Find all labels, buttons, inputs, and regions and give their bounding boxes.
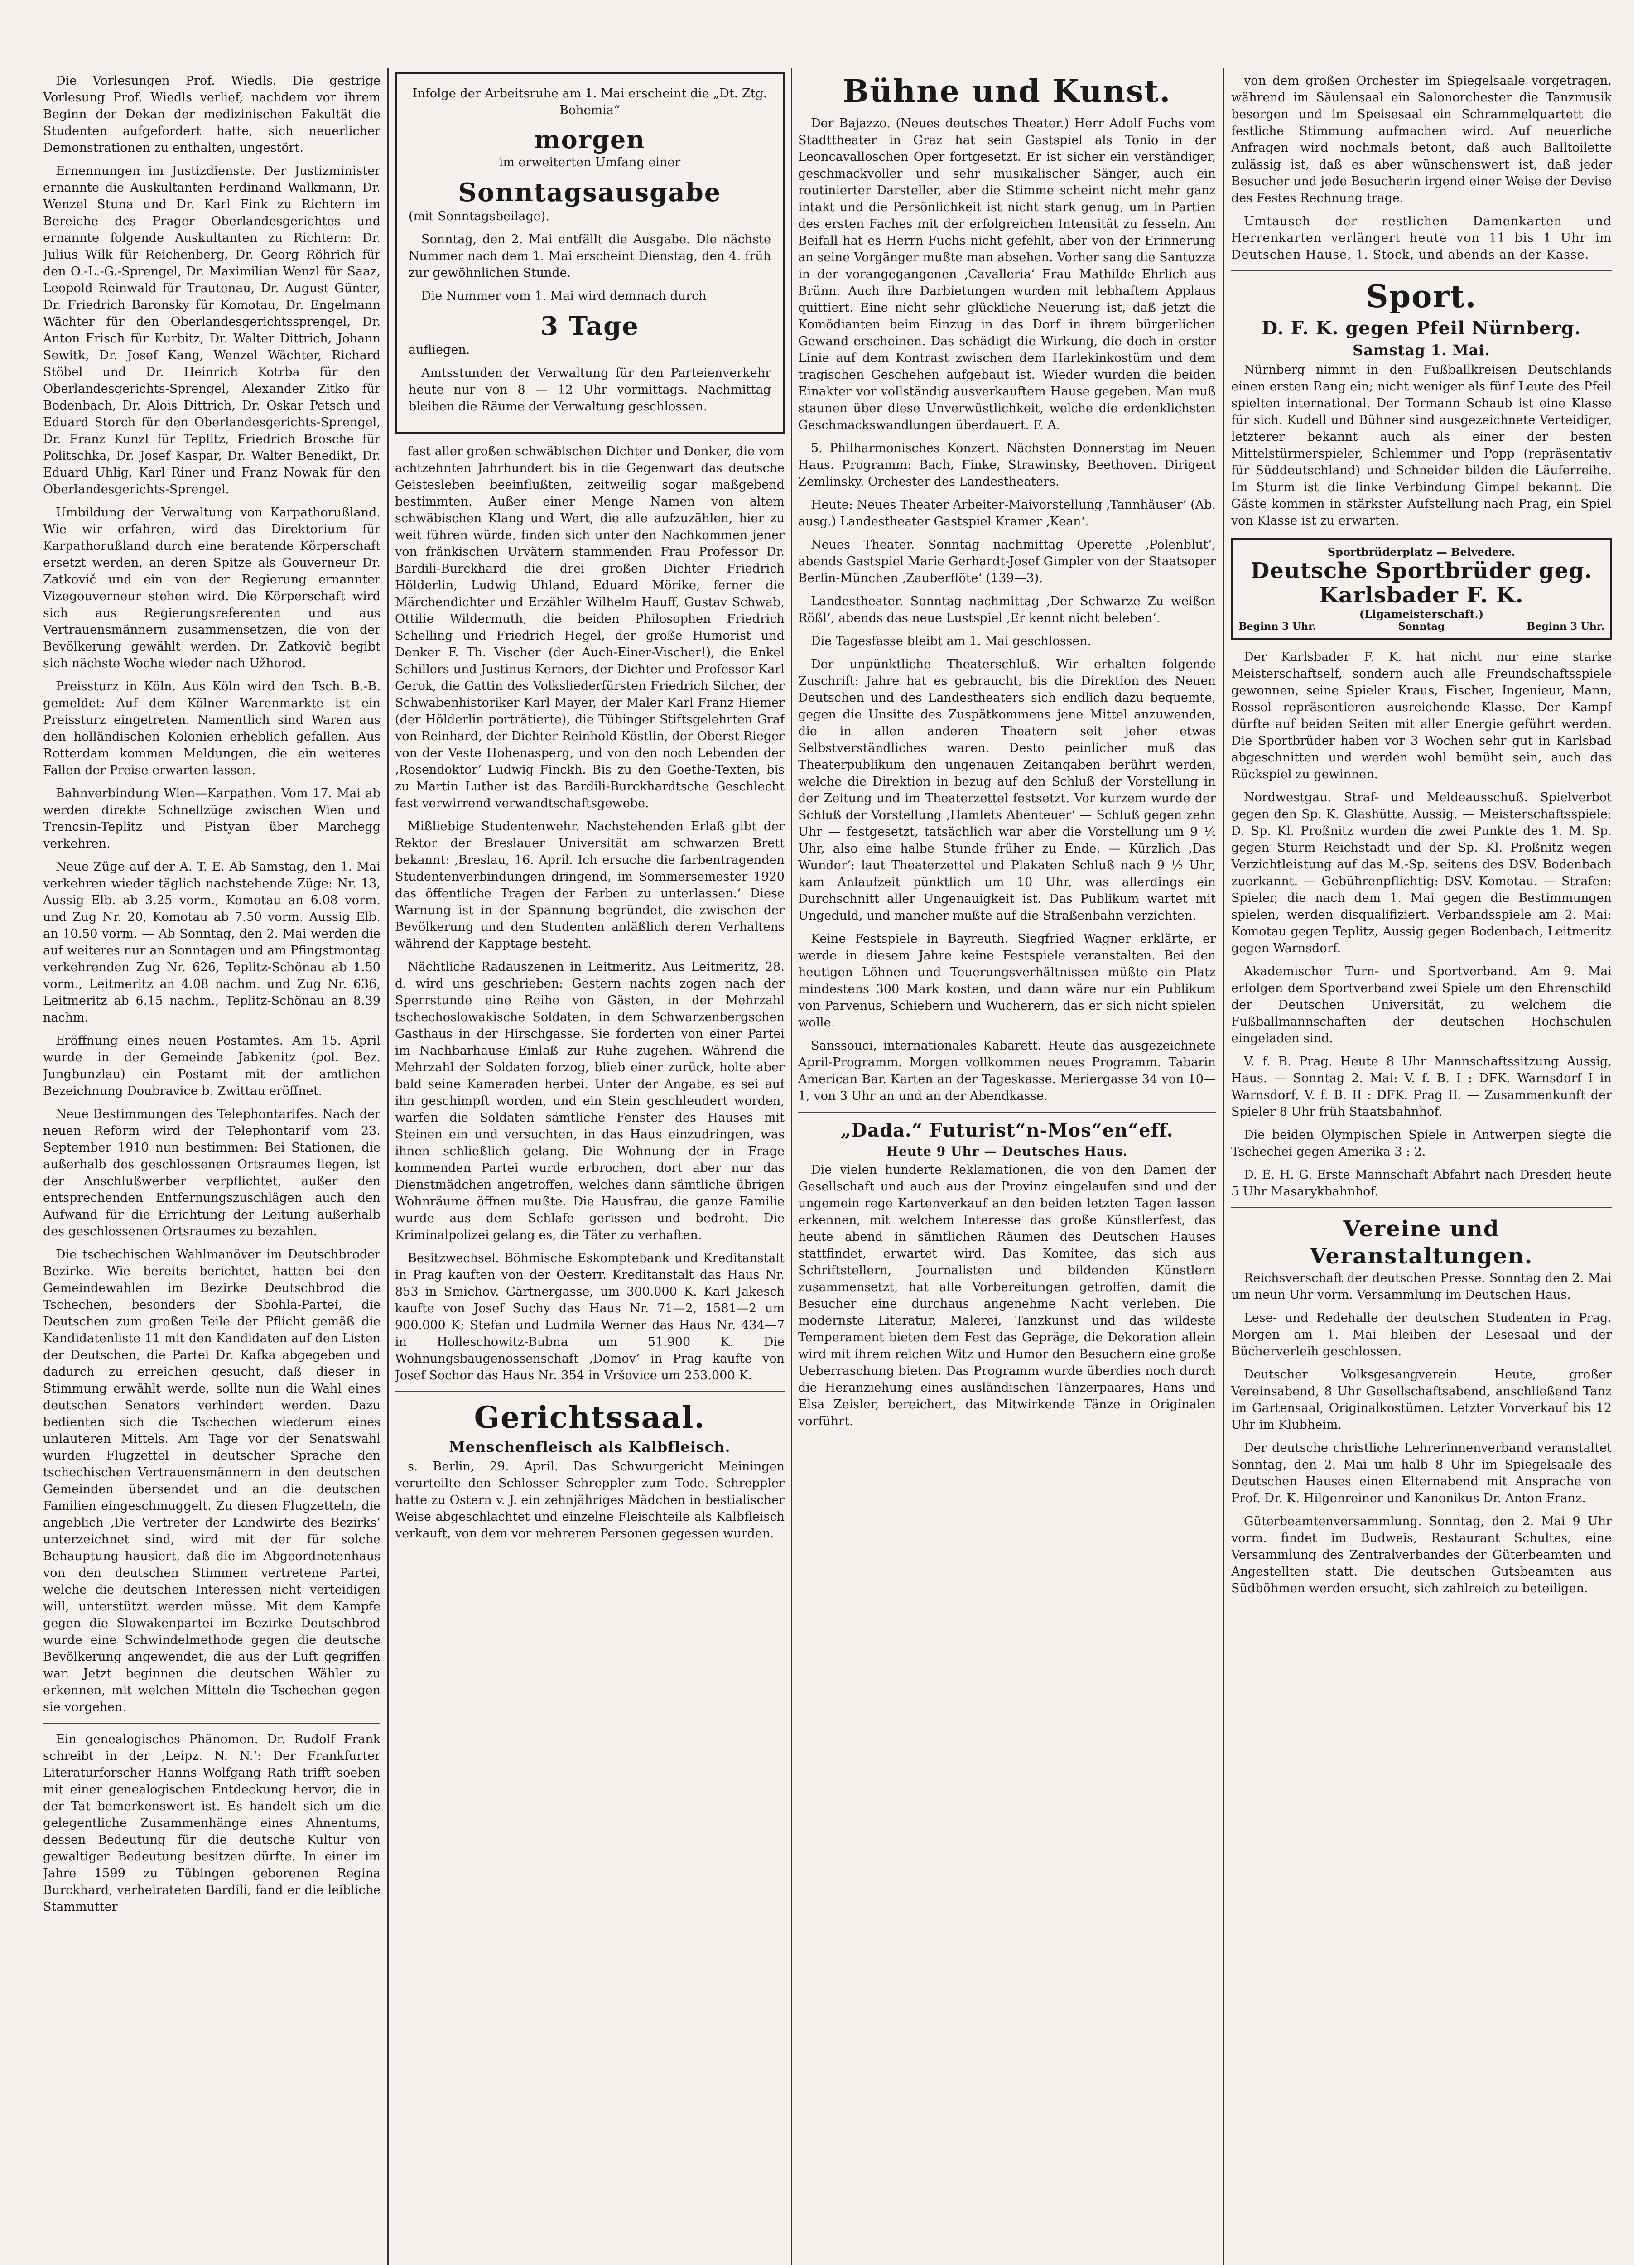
article: Reichsverschaft der deutschen Presse. Sonntag den 2. Mai um neun Uhr vorm. Versammlung im Deutschen Haus. xyxy=(1231,1271,1612,1302)
notice-morgen: morgen xyxy=(534,125,645,154)
article: Die tschechischen Wahlmanöver im Deutschbroder Bezirke. Wie bereits berichtet, hatten bei den Gemeindewahlen im Bezirke Deutschbrod die Tschechen, besonders der Sbohla-Partei, die Deutschen zum großen Teile der Pflicht gemäß die Kandidatenliste 11 mit den Kandidaten auf den Listen der Deutschen, die Partei Dr. Kafka abgegeben und dadurch zu erreichen gesucht, daß dieser in Stimmung erwählt werde, sollte nun die Wahl eines deutschen Senators verhindert werden. Dazu bedienten sich die Tschechen wiederum eines unlauteren Mittels. Am Tage vor der Senatswahl wurden Flugzettel in deutscher Sprache den tschechischen Vertrauensmännern in den deutschen Gemeinden übersendet und an die deutschen Familien eingeschmuggelt. Zu diesen Flugzetteln, die angeblich ‚Die Vertreter der Landwirte des Bezirks‘ unterzeichnet sind, wird mit der für solche Behauptung hausiert, daß die im Abgeordnetenhaus von den deutschen Stimmen vertretene Partei, welche die deutschen Interessen nicht verteidigen will, unterstützt werden müsse. Mit dem Kampfe gegen die Slowakenpartei im Bezirke Deutschbrod wurde eine Schwindelmethode gegen die deutsche Bevölkerung angewendet, die aus der Luft gegriffen war. Jetzt beginnen die deutschen Wähler zu erkennen, mit welchen Mitteln die Tschechen gegen sie vorgehen. xyxy=(43,1248,380,1714)
article: Bahnverbindung Wien—Karpathen. Vom 17. Mai ab werden direkte Schnellzüge zwischen Wien und Trencsin-Teplitz und Pistyan über Marchegg verkehren. xyxy=(43,786,380,851)
article: Umbildung der Verwaltung von Karpathorußland. Wie wir erfahren, wird das Direktorium für Karpathorußland durch eine beratende Körperschaft ersetzt werden, an deren Spitze als Gouverneur Dr. Zatkovič und ein von der Regierung ernannter Vizegouverneur stehen wird. Die Körperschaft wird sich aus Regierungsreferenten und aus Vertrauensmännern zusammensetzen, die von der Bevölkerung gewählt werden. Dr. Zatkovič begibt sich nächste Woche wieder nach Užhorod. xyxy=(43,506,380,670)
article: Die Vorlesungen Prof. Wiedls. Die gestrige Vorlesung Prof. Wiedls verlief, nachdem vor ihrem Beginn der Dekan der medizinischen Fakultät die Studenten aufgefordert hatte, sich neuerlicher Demonstrationen zu enthalten, ungestört. xyxy=(43,74,380,155)
article: Nordwestgau. Straf- und Meldeausschuß. Spielverbot gegen den Sp. K. Glashütte, Aussig. — Meisterschaftsspiele: D. Sp. Kl. Proßnitz wurden die zwei Punkte des 1. M. Sp. gegen Sturm Reichstadt und der Sp. Kl. Proßnitz wegen Verzichtleistung auf das M.-Sp. seitens des DSV. Bodenbach zuerkannt. — Gebührenpflichtig: DSV. Komotau. — Strafen: Spieler, die nach dem 1. Mai gegen die Bestimmungen spielen, werden disqualifiziert. Verbandsspiele am 2. Mai: Komotau gegen Teplitz, Aussig gegen Bodenbach, Leitmeritz gegen Warnsdorf. xyxy=(1231,790,1612,955)
ad-title: Deutsche Sportbrüder geg. Karlsbader F. K. xyxy=(1250,558,1593,608)
column-rule xyxy=(791,68,792,2265)
article: s. Berlin, 29. April. Das Schwurgericht Meiningen verurteilte den Schlosser Schreppler zum Tode. Schreppler hatte zu Ostern v. J. ein zehnjähriges Mädchen in bestialischer Weise abgeschlachtet und einzelne Fleischteile als Kalbfleisch verkauft, von dem vor mehreren Personen gegessen wurden. xyxy=(395,1460,785,1541)
article: Die beiden Olympischen Spiele in Antwerpen siegte die Tschechei gegen Amerika 3 : 2. xyxy=(1231,1128,1612,1159)
article: Mißliebige Studentenwehr. Nachstehenden Erlaß gibt der Rektor der Breslauer Universität am schwarzen Brett bekannt: ‚Breslau, 16. April. Ich ersuche die farbentragenden Studentenverbindungen dringend, im Sommersemester 1920 das öffentliche Tragen der Farben zu unterlassen.‘ Diese Warnung ist in der Spannung begründet, die zwischen der Bevölkerung und den Studenten anläßlich deren Verhaltens während der Kapptage besteht. xyxy=(395,819,785,951)
article: 5. Philharmonisches Konzert. Nächsten Donnerstag im Neuen Haus. Programm: Bach, Finke, Strawinsky, Beethoven. Dirigent Zemlinsky. Orchester des Landestheaters. xyxy=(798,441,1216,489)
article: Nürnberg nimmt in den Fußballkreisen Deutschlands einen ersten Rang ein; nicht weniger als fünf Leute des Pfeil spielten international. Der Tormann Schaub ist eine Klasse für sich. Kudell und Bühner sind ausgezeichnete Verteidiger, letzterer bekannt auch als einer der besten Mittelstürmerspieler, Schlemmer und Popp (repräsentativ für Süddeutschland) und Schneider bilden die Läuferreihe. Im Sturm ist die linke Verbindung Gimpel bekannt. Die Gäste kommen in stärkster Aufstellung nach Prag, ein Spiel von Klasse ist zu erwarten. xyxy=(1231,363,1612,528)
notice-text: Sonntag, den 2. Mai entfällt die Ausgabe. Die nächste Nummer nach dem 1. Mai erscheint Dienstag, den 4. früh zur gewöhnlichen Stunde. xyxy=(409,232,771,280)
article: Heute: Neues Theater Arbeiter-Maivorstellung ‚Tannhäuser‘ (Ab. ausg.) Landestheater Gastspiel Kramer ‚Kean‘. xyxy=(798,498,1216,529)
column-1 xyxy=(43,72,380,2265)
divider xyxy=(798,1112,1216,1113)
notice-text: Infolge der Arbeitsruhe am 1. Mai erscheint die „Dt. Ztg. Bohemia“ xyxy=(412,87,767,117)
notice-text: Die Nummer vom 1. Mai wird demnach durch xyxy=(421,289,707,303)
article-subheadline: Heute 9 Uhr — Deutsches Haus. xyxy=(886,1144,1128,1159)
article: Umtausch der restlichen Damenkarten und Herrenkarten verlängert heute von 11 bis 1 Uhr im Deutschen Hause, 1. Stock, und abends an der Kasse. xyxy=(1231,214,1612,262)
section-title-vereine: Vereine und Veranstaltungen. xyxy=(1310,1216,1533,1269)
notice-text: aufliegen. xyxy=(409,343,470,357)
ad-subtitle: (Ligameisterschaft.) xyxy=(1359,607,1484,621)
divider xyxy=(395,1391,785,1392)
article: Neue Bestimmungen des Telephontarifes. Nach der neuen Reform wird der Telephontarif vom 23. September 1910 nun bestimmen: Bei Stationen, die außerhalb des geschlossenen Ortsraumes liegen, ist der Anschlußwerber verpflichtet, außer den entsprechenden Entfernungszuschlägen auch den Aufwand für die Errichtung der Leitung außerhalb des geschlossenen Ortsraumes zu bezahlen. xyxy=(43,1107,380,1239)
article: Die vielen hunderte Reklamationen, die von den Damen der Gesellschaft und auch aus der Provinz eingelaufen sind und der ungemein rege Kartenverkauf an den beiden letzten Tagen lassen erkennen, mit welchem Interesse das große Künstlerfest, das heute abend in sämtlichen Räumen des Deutschen Hauses stattfindet, erwartet wird. Das Komitee, das sich aus Schriftstellern, Journalisten und bildenden Künstlern zusammensetzt, hat alle Vorbereitungen getroffen, damit die Besucher eine durchaus angenehme Nacht verleben. Die modernste Literatur, Malerei, Tanzkunst und das wildeste Temperament bieten dem Fest das Gepräge, die Dekoration allein wird mit ihrem reichen Witz und Humor den Besuchern eine große Ueberraschung bieten. Das Programm wurde überdies noch durch die Heranziehung eines ausländischen Tänzerpaares, Hans und Elsa Zeisler, bereichert, das Mitwirkende Tänze in Originalen vorführt. xyxy=(798,1163,1216,1428)
article: Der Bajazzo. (Neues deutsches Theater.) Herr Adolf Fuchs vom Stadttheater in Graz hat sein Gastspiel als Tonio in der Leoncavalloschen Oper fortgesetzt. Er ist sicher ein verständiger, geschmackvoller und sehr musikalischer Sänger, auch ein routinierter Darsteller, aber die Stimme scheint nicht mehr ganz intakt und die Persönlichkeit ist nicht stark genug, um in Partien des ersten Faches mit der erfolgreichen Intensität zu fesseln. Am Beifall hat es Herrn Fuchs nicht gefehlt, aber von der Erinnerung an seine Vorgänger mußte man absehen. Vorher sang die Santuzza in der vorangegangenen ‚Cavalleria‘ Frau Mathilde Ehrlich aus Brünn. Auch ihre Darbietungen wurden mit lebhaftem Applaus quittiert. Eine nicht sehr glückliche Neuerung ist, daß jetzt die Komödianten beim Einzug in das Dorf in ihrem bürgerlichen Gewand erscheinen. Das schädigt die Wirkung, die doch in erster Linie auf dem Kontrast zwischen dem Harlekinkostüm und dem tragischen Geschehen aufgebaut ist. Wieder wurden die beiden Einakter vor vollständig ausverkauftem Hause gegeben. Man muß staunen über diese Unverwüstlichkeit, welche die erdenklichsten Geschmackswandlungen überdauert. F. A. xyxy=(798,116,1216,432)
section-title-buehne: Bühne und Kunst. xyxy=(843,73,1171,110)
article: Neue Züge auf der A. T. E. Ab Samstag, den 1. Mai verkehren wieder täglich nachstehende Züge: Nr. 13, Aussig Elb. ab 3.25 vorm., Komotau an 6.08 vorm. und Zug Nr. 20, Komotau ab 7.50 vorm. Aussig Elb. an 10.50 vorm. — Ab Sonntag, den 2. Mai werden die auf weiteres nur an Sonntagen und am Pfingstmontag verkehrenden Zug Nr. 626, Teplitz-Schönau ab 1.50 vorm., Leitmeritz an 4.08 nachm. und Zug Nr. 636, Leitmeritz ab 6.15 nachm., Teplitz-Schönau an 8.39 nachm. xyxy=(43,860,380,1025)
ad-time-right: Beginn 3 Uhr. xyxy=(1527,621,1604,632)
article: fast aller großen schwäbischen Dichter und Denker, die vom achtzehnten Jahrhundert bis in die Gegenwart das deutsche Geistesleben beeinflußten, zeitweilig sogar maßgebend bestimmten. Außer einer Menge Namen von altem schwäbischen Klang und Wert, die alle aufzuzählen, hier zu weit führen würde, finden sich unter den Nachkommen jener von fränkischen Urvätern stammenden Frau Professor Dr. Bardili-Burckhard die drei großen Dichter Friedrich Hölderlin, Ludwig Uhland, Eduard Mörike, ferner die Märchendichter und Erzähler Wilhelm Hauff, Gustav Schwab, Ottilie Wildermuth, die beiden Philosophen Friedrich Schelling und Friedrich Hegel, der große Humorist und Denker F. Th. Vischer (der Auch-Einer-Vischer!), die Enkel Schillers und Justinus Kerners, der Dichter und Professor Karl Gerok, die Gattin des Volksliederfürsten Friedrich Silcher, der Schwabenhistoriker Karl Mayer, der Maler Karl Franz Hiemer (der Hölderlin porträtierte), die Tübinger Stiftsgelehrten Graf von Reinhard, der Dichter Reinhold Köstlin, der Oberst Rieger von der Veste Hohenasperg, und von den noch Lebenden der ‚Rosendoktor‘ Ludwig Finckh. Bis zu den Goethe-Texten, bis zu Martin Luther ist das Bardili-Burckhardtsche Geschlecht fast verwirrend verwandtschaftsgewebe. xyxy=(395,444,785,810)
column-rule xyxy=(387,68,389,2265)
article-headline-dada: „Dada.“ Futurist“n-Mos“en“eff. xyxy=(840,1120,1174,1141)
article-headline: D. F. K. gegen Pfeil Nürnberg. xyxy=(1262,318,1581,339)
ad-day: Sonntag xyxy=(1398,621,1445,632)
article: Nächtliche Radauszenen in Leitmeritz. Aus Leitmeritz, 28. d. wird uns geschrieben: Gestern nachts zogen nach der Sperrstunde eine Reihe von Gästen, in der Mehrzahl tschechoslowakische Soldaten, in dem Schwarzenbergschen Gasthaus in der Hirschgasse. Sie forderten von einer Partei im Nachbarhause Einlaß zur Ruhe zugehen. Während die Mehrzahl der Soldaten forzog, blieb einer zurück, holte aber bald seine Kameraden herbei. Unter der Angabe, es sei auf ihn geschimpft worden, und ein Stein geschleudert worden, warfen die Soldaten sämtliche Fenster des Hauses mit Steinen ein und versuchten, in das Haus einzudringen, was ihnen schließlich gelang. Die Wohnung der in Frage kommenden Partei wurde erbrochen, dort aber nur das Dienstmädchen angetroffen, welches dann sämtliche übrigen Wohnräume öffnen mußte. Die Hausfrau, die ganze Familie wurde aus dem Schlafe gerissen und bedroht. Die Kriminalpolizei gelang es, die Täter zu verhaften. xyxy=(395,960,785,1242)
article: Sanssouci, internationales Kabarett. Heute das ausgezeichnete April-Programm. Morgen vollkommen neues Programm. Tabarin American Bar. Karten an der Tageskasse. Meriergasse 34 von 10—1, von 3 Uhr an und an der Abendkasse. xyxy=(798,1039,1216,1103)
article: Landestheater. Sonntag nachmittag ‚Der Schwarze Zu weißen Rößl‘, abends das neue Lustspiel ‚Er kennt nicht beleben‘. xyxy=(798,594,1216,625)
ad-venue: Sportbrüderplatz — Belvedere. xyxy=(1327,545,1516,559)
notice-text: Amtsstunden der Verwaltung für den Parteienverkehr heute nur von 8 — 12 Uhr vormittags. Nachmittag bleiben die Räume der Verwaltung geschlossen. xyxy=(409,366,771,414)
article-headline: Menschenfleisch als Kalbfleisch. xyxy=(449,1438,731,1455)
notice-sonntagsausgabe: Sonntagsausgabe xyxy=(458,178,722,207)
ad-time-left: Beginn 3 Uhr. xyxy=(1238,621,1316,632)
notice-text: (mit Sonntagsbeilage). xyxy=(409,209,549,223)
article-subheadline: Samstag 1. Mai. xyxy=(1353,342,1490,359)
advertisement-box xyxy=(1231,538,1612,640)
article: Akademischer Turn- und Sportverband. Am 9. Mai erfolgen dem Sportverband zwei Spiele um den Ehrenschild der Deutschen Universität, zu welchem die Fußballmannschaften der deutschen Hochschulen eingeladen sind. xyxy=(1231,964,1612,1046)
section-title-sport: Sport. xyxy=(1366,279,1477,315)
article: von dem großen Orchester im Spiegelsaale vorgetragen, während im Säulensaal ein Salonorchester die Tanzmusik besorgen und im Speisesaal ein Schrammelquartett die festliche Stimmung aufmachen wird. Auf neuerliche Anfragen wird nochmals betont, daß auch Balltoilette zulässig ist, daß es aber wünschenswert ist, daß jeder Besucher und jede Besucherin irgend einer Weise der Devise des Festes Rechnung trage. xyxy=(1231,74,1612,205)
article: Güterbeamtenversammlung. Sonntag, den 2. Mai 9 Uhr vorm. findet im Budweis, Restaurant Schultes, eine Versammlung des Zentralverbandes der Güterbeamten und Angestellten statt. Die deutschen Gutsbeamten aus Südböhmen werden ersucht, sich zahlreich zu beteiligen. xyxy=(1231,1514,1612,1595)
divider xyxy=(43,1723,380,1724)
notice-3-tage: 3 Tage xyxy=(540,311,639,341)
article: Eröffnung eines neuen Postamtes. Am 15. April wurde in der Gemeinde Jabkenitz (pol. Bez. Jungbunzlau) ein Postamt mit der amtlichen Bezeichnung Doubravice b. Zwittau eröffnet. xyxy=(43,1034,380,1098)
article: Der Karlsbader F. K. hat nicht nur eine starke Meisterschaftself, sondern auch alle Freundschaftsspiele gewonnen, seine Spieler Kraus, Fischer, Ingenieur, Mann, Rossol repräsentieren ausreichende Klasse. Der Kampf dürfte auf beiden Seiten mit aller Energie geführt werden. Die Sportbrüder haben vor 3 Wochen sehr gut in Karlsbad abgeschnitten und werden wohl bemüht sein, auch das Rückspiel zu gewinnen. xyxy=(1231,650,1612,781)
article: Die Tagesfasse bleibt am 1. Mai geschlossen. xyxy=(811,634,1092,648)
column-rule xyxy=(1223,68,1224,2265)
article: Ernennungen im Justizdienste. Der Justizminister ernannte die Auskultanten Ferdinand Walkmann, Dr. Wenzel Stuna und Dr. Karl Fink zu Richtern im Bereiche des Prager Oberlandesgerichtes und ernannte folgende Auskultanten zu Richtern: Dr. Julius Wilk für Reichenberg, Dr. Georg Röhrich für den O.-L.-G.-Sprengel, Dr. Maximilian Wenzl für Saaz, Leopold Reinwald für Trautenau, Dr. August Günter, Dr. Friedrich Baronsky für Komotau, Dr. Engelmann Wächter für den Oberlandesgerichtssprengel, Dr. Anton Frisch für Kurbitz, Dr. Walter Dittrich, Johann Sewitk, Dr. Josef Kang, Wenzel Wächter, Richard Stöbel und Dr. Heinrich Kotrba für den Oberlandesgerichts-Sprengel, Alexander Zitko für Bodenbach, Dr. Alois Dittrich, Dr. Oskar Petsch und Eduard Storch für den Oberlandesgerichts-Sprengel, Dr. Franz Kunzl für Teplitz, Friedrich Brosche für Politschka, Dr. Josef Kaspar, Dr. Walter Benedikt, Dr. Eduard Uhlig, Karl Riner und Franz Nowak für den Oberlandesgerichts-Sprengel. xyxy=(43,164,380,496)
article: Besitzwechsel. Böhmische Eskomptebank und Kreditanstalt in Prag kauften von der Oesterr. Kreditanstalt das Haus Nr. 853 in Smichov. Gärtnergasse, um 300.000 K. Karl Jakesch kaufte von Josef Suchy das Haus Nr. 71—2, 1581—2 um 900.000 K; Stefan und Ludmila Werner das Haus Nr. 434—7 in Holleschowitz-Bubna um 51.900 K. Die Wohnungsbaugenossenschaft ‚Domov‘ in Prag kaufte von Josef Sochor das Haus Nr. 354 in Vršovice um 253.000 K. xyxy=(395,1251,785,1383)
column-3 xyxy=(798,72,1216,2265)
article: Keine Festspiele in Bayreuth. Siegfried Wagner erklärte, er werde in diesem Jahre keine Festspiele veranstalten. Bei den heutigen Löhnen und Teuerungsverhältnissen müßte ein Platz mindestens 300 Mark kosten, und dann wäre nur ein Publikum von Parvenus, Schiebern und Wucherern, das er sich nicht spielen wolle. xyxy=(798,932,1216,1030)
article: Neues Theater. Sonntag nachmittag Operette ‚Polenblut‘, abends Gastspiel Marie Gerhardt-Josef Gimpler von der Staatsoper Berlin-München ‚Zauberflöte‘ (139—3). xyxy=(798,538,1216,585)
column-2 xyxy=(395,72,785,2265)
column-4 xyxy=(1231,72,1612,2265)
divider xyxy=(1231,1207,1612,1208)
ad-times xyxy=(1238,621,1604,632)
section-title-gerichtssaal: Gerichtssaal. xyxy=(474,1400,706,1435)
article: Der unpünktliche Theaterschluß. Wir erhalten folgende Zuschrift: Jahre hat es gebraucht, bis die Direktion des Neuen Deutschen und des Landestheaters sich endlich dazu bequemte, gegen die Unsitte des Zuspätkommens jene Mittel anzuwenden, die in allen anderen Theatern seit jeher etwas Selbstverständliches waren. Desto peinlicher muß das Theaterpublikum den ungenauen Zeitangaben berührt werden, welche die Direktion in bezug auf den Schluß der Vorstellung in der Zeitung und im Theaterzettel festsetzt. Vor kurzem wurde der Schluß der Vorstellung ‚Hamlets Abenteuer‘ — Schluß gegen zehn Uhr — festgesetzt, tatsächlich war aber die Vorstellung um 9 ¼ Uhr, also eine halbe Stunde früher zu Ende. — Kürzlich ‚Das Wunder‘: laut Theaterzettel und Plakaten Schluß nach 9 ½ Uhr, kam Anlaufzeit pünktlich um 10 Uhr, was allerdings ein Durchschnitt aller Ungenauigkeit ist. Das Publikum wartet mit Ungeduld, und mancher mußte auf die Straßenbahn verzichten. xyxy=(798,657,1216,923)
article: Lese- und Redehalle der deutschen Studenten in Prag. Morgen am 1. Mai bleiben der Lesesaal und der Bücherverleih geschlossen. xyxy=(1231,1311,1612,1359)
article: Preissturz in Köln. Aus Köln wird den Tsch. B.-B. gemeldet: Auf dem Kölner Warenmarkte ist ein Preissturz eingetreten. Namentlich sind Waren aus den holländischen Kolonien erheblich gefallen. Aus Rotterdam kommen Meldungen, die ein weiteres Fallen der Preise erwarten lassen. xyxy=(43,680,380,777)
divider xyxy=(1231,270,1612,271)
notice-text: im erweiterten Umfang einer xyxy=(499,155,681,169)
article: D. E. H. G. Erste Mannschaft Abfahrt nach Dresden heute 5 Uhr Masarykbahnhof. xyxy=(1231,1168,1612,1199)
article: Deutscher Volksgesangverein. Heute, großer Vereinsabend, 8 Uhr Gesellschaftsabend, anschließend Tanz im Gartensaal, Originalkostümen. Letzter Vorverkauf bis 12 Uhr im Klubheim. xyxy=(1231,1368,1612,1432)
article: V. f. B. Prag. Heute 8 Uhr Mannschaftssitzung Aussig, Haus. — Sonntag 2. Mai: V. f. B. I : DFK. Warnsdorf I in Warnsdorf, V. f. B. II : DFK. Prag II. — Zusammenkunft der Spieler 8 Uhr früh Staatsbahnhof. xyxy=(1231,1055,1612,1119)
publisher-notice xyxy=(395,72,785,434)
page-edge xyxy=(1634,0,1652,2265)
article: Der deutsche christliche Lehrerinnenverband veranstaltet Sonntag, den 2. Mai um halb 8 Uhr im Spiegelsaale des Deutschen Hauses einen Elternabend mit Ansprache von Prof. Dr. K. Hilgenreiner und Kanonikus Dr. Anton Franz. xyxy=(1231,1441,1612,1505)
article: Ein genealogisches Phänomen. Dr. Rudolf Frank schreibt in der ‚Leipz. N. N.‘: Der Frankfurter Literaturforscher Hanns Wolfgang Rath trifft soeben mit einer genealogischen Entdeckung hervor, die in der Tat bemerkenswert ist. Es handelt sich um die gelegentliche Zusammenhänge eines Ahnentums, dessen Bedeutung für die deutsche Kultur von gewaltiger Bedeutung besitzen dürfte. In einer im Jahre 1599 zu Tübingen geborenen Regina Burckhard, verheirateten Bardili, fand er die leibliche Stammutter xyxy=(43,1732,380,1914)
